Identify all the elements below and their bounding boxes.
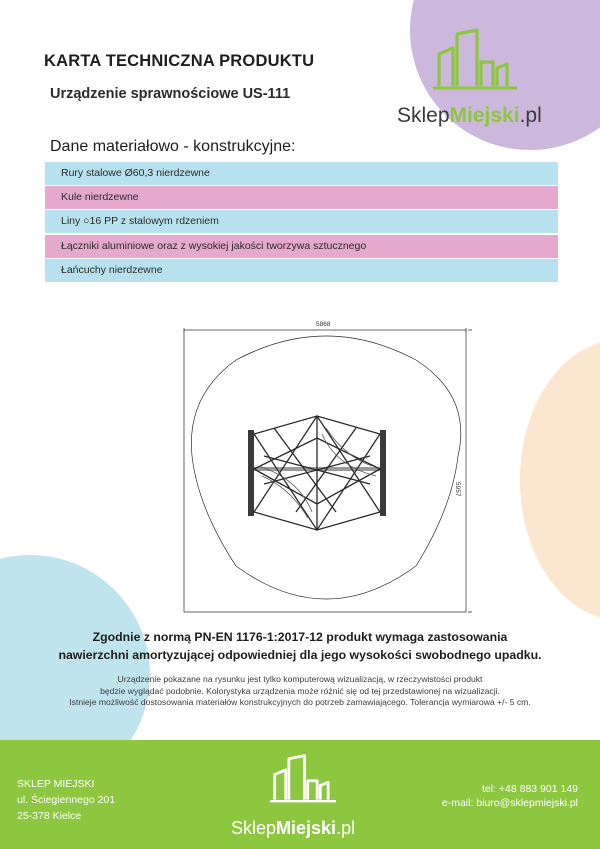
width-dimension-label: 5868 <box>316 321 331 328</box>
material-item: Liny ○16 PP z stalowym rdzeniem <box>45 210 558 233</box>
email-address[interactable]: e-mail: biuro@sklepmiejski.pl <box>441 797 578 809</box>
company-address <box>17 776 115 824</box>
material-item: Łączniki aluminiowe oraz z wysokiej jakości tworzywa sztucznego <box>45 235 558 258</box>
brand-name: SklepMiejski.pl <box>397 104 542 127</box>
norm-line: nawierzchni amortyzującej odpowiedniej dla jego wysokości swobodnego upadku. <box>58 648 542 662</box>
city-buildings-icon <box>433 28 517 94</box>
disclaimer-line: Urządzenie pokazane na rysunku jest tylko komputerową wizualizacją, w rzeczywistości produkt <box>117 674 483 684</box>
decorative-circle-peach <box>520 340 600 620</box>
material-item: Łańcuchy nierdzewne <box>45 259 558 282</box>
disclaimer <box>0 674 600 709</box>
materials-list <box>45 162 558 283</box>
street-address: ul. Ściegiennego 201 <box>17 794 116 806</box>
disclaimer-line: będzie wyglądać podobnie. Kolorystyka urządzenia może różnić się od tej przedstawionej na wizualizacji. <box>100 685 500 696</box>
footer-brand-logo <box>228 740 378 849</box>
safety-norm-notice <box>0 628 600 664</box>
footer <box>0 740 600 849</box>
phone-number[interactable]: tel: +48 883 901 149 <box>481 783 578 795</box>
disclaimer-line: Istnieje możliwość dostosowania materiałów konstrukcyjnych do potrzeb zamawiającego. Tolerancja wymiarowa +/- 5 cm. <box>69 697 531 707</box>
technical-drawing <box>176 316 476 618</box>
material-item: Kule nierdzewne <box>45 186 558 209</box>
contact-info <box>442 782 578 810</box>
norm-line: Zgodnie z normą PN-EN 1176-1:2017-12 produkt wymaga zastosowania <box>92 630 508 644</box>
city-buildings-icon <box>270 748 336 812</box>
equipment-plan-view <box>248 416 386 530</box>
material-item: Rury stalowe Ø60,3 nierdzewne <box>45 162 558 185</box>
brand-name: SklepMiejski.pl <box>231 818 356 838</box>
materials-heading: Dane materiałowo - konstrukcyjne: <box>50 138 296 155</box>
city-address: 25-378 Kielce <box>17 810 82 822</box>
company-name: SKLEP MIEJSKI <box>17 778 95 790</box>
page-title: KARTA TECHNICZNA PRODUKTU <box>44 52 315 70</box>
depth-dimension-label: 5957 <box>454 482 461 497</box>
product-name: Urządzenie sprawnościowe US-111 <box>50 86 291 102</box>
